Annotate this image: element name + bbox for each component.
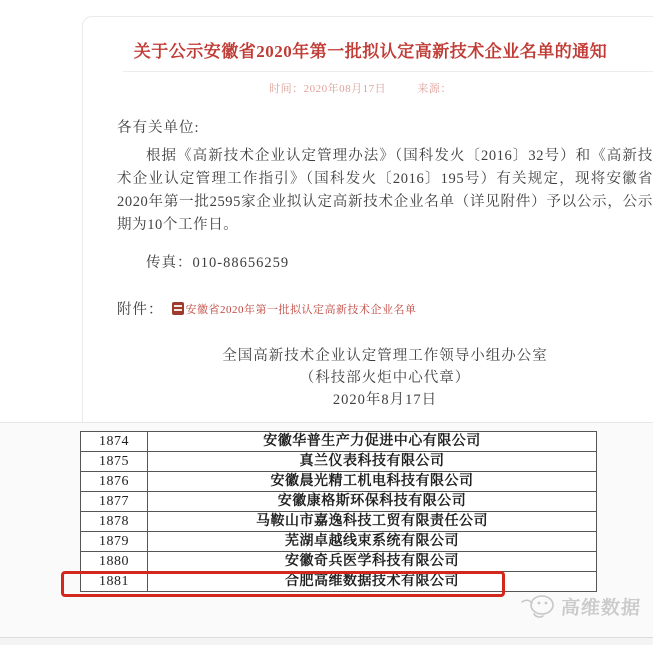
table-row <box>81 552 597 572</box>
table-row <box>81 572 597 592</box>
row-number: 1877 <box>81 492 148 512</box>
company-name: 马鞍山市嘉逸科技工贸有限责任公司 <box>148 512 597 532</box>
notice-body-paragraph: 根据《高新技术企业认定管理办法》（国科发火〔2016〕32号）和《高新技术企业认定管理工作指引》（国科发火〔2016〕195号）有关规定，现将安徽省2020年第一批2595家企业拟认定高新技术企业名单（详见附件）予以公示，公示期为10个工作日。 <box>117 148 653 233</box>
attachment-link[interactable]: 安徽省2020年第一批拟认定高新技术企业名单 <box>185 303 417 316</box>
row-number: 1881 <box>81 572 148 592</box>
table-row <box>81 452 597 472</box>
publish-time: 时间：2020年08月17日 <box>269 83 387 95</box>
signature-date: 2020年8月17日 <box>332 392 438 408</box>
salutation: 各有关单位: <box>117 120 200 136</box>
company-table <box>80 431 597 592</box>
company-name: 合肥高维数据技术有限公司 <box>148 572 597 592</box>
title-divider <box>123 71 653 72</box>
fax-line: 传真：010-88656259 <box>146 255 290 271</box>
signature-org: 全国高新技术企业认定管理工作领导小组办公室 <box>222 348 548 364</box>
page-title: 关于公示安徽省2020年第一批拟认定高新技术企业名单的通知 <box>133 42 608 61</box>
bottom-band <box>0 637 653 645</box>
table-row <box>81 492 597 512</box>
notice-card <box>82 16 653 423</box>
company-name: 芜湖卓越线束系统有限公司 <box>148 532 597 552</box>
table-row <box>81 532 597 552</box>
company-name: 安徽奇兵医学科技有限公司 <box>148 552 597 572</box>
row-number: 1878 <box>81 512 148 532</box>
company-name: 安徽康格斯环保科技有限公司 <box>148 492 597 512</box>
meta-line <box>117 80 653 96</box>
company-name: 真兰仪表科技有限公司 <box>148 452 597 472</box>
watermark-text: 高维数据 <box>560 597 642 619</box>
signature-block <box>117 345 653 411</box>
signature-seal-note: （科技部火炬中心代章） <box>299 370 471 386</box>
row-number: 1874 <box>81 432 148 452</box>
row-number: 1879 <box>81 532 148 552</box>
table-row <box>81 512 597 532</box>
row-number: 1876 <box>81 472 148 492</box>
table-row <box>81 432 597 452</box>
table-row <box>81 472 597 492</box>
source-label: 来源： <box>417 83 452 95</box>
attachment-label: 附件： <box>117 302 164 318</box>
row-number: 1880 <box>81 552 148 572</box>
attachment-line <box>117 298 653 319</box>
doc-icon <box>172 302 184 315</box>
row-number: 1875 <box>81 452 148 472</box>
company-name: 安徽华普生产力促进中心有限公司 <box>148 432 597 452</box>
company-name: 安徽晨光精工机电科技有限公司 <box>148 472 597 492</box>
mascot-logo-icon <box>520 592 558 620</box>
watermark <box>520 592 641 620</box>
